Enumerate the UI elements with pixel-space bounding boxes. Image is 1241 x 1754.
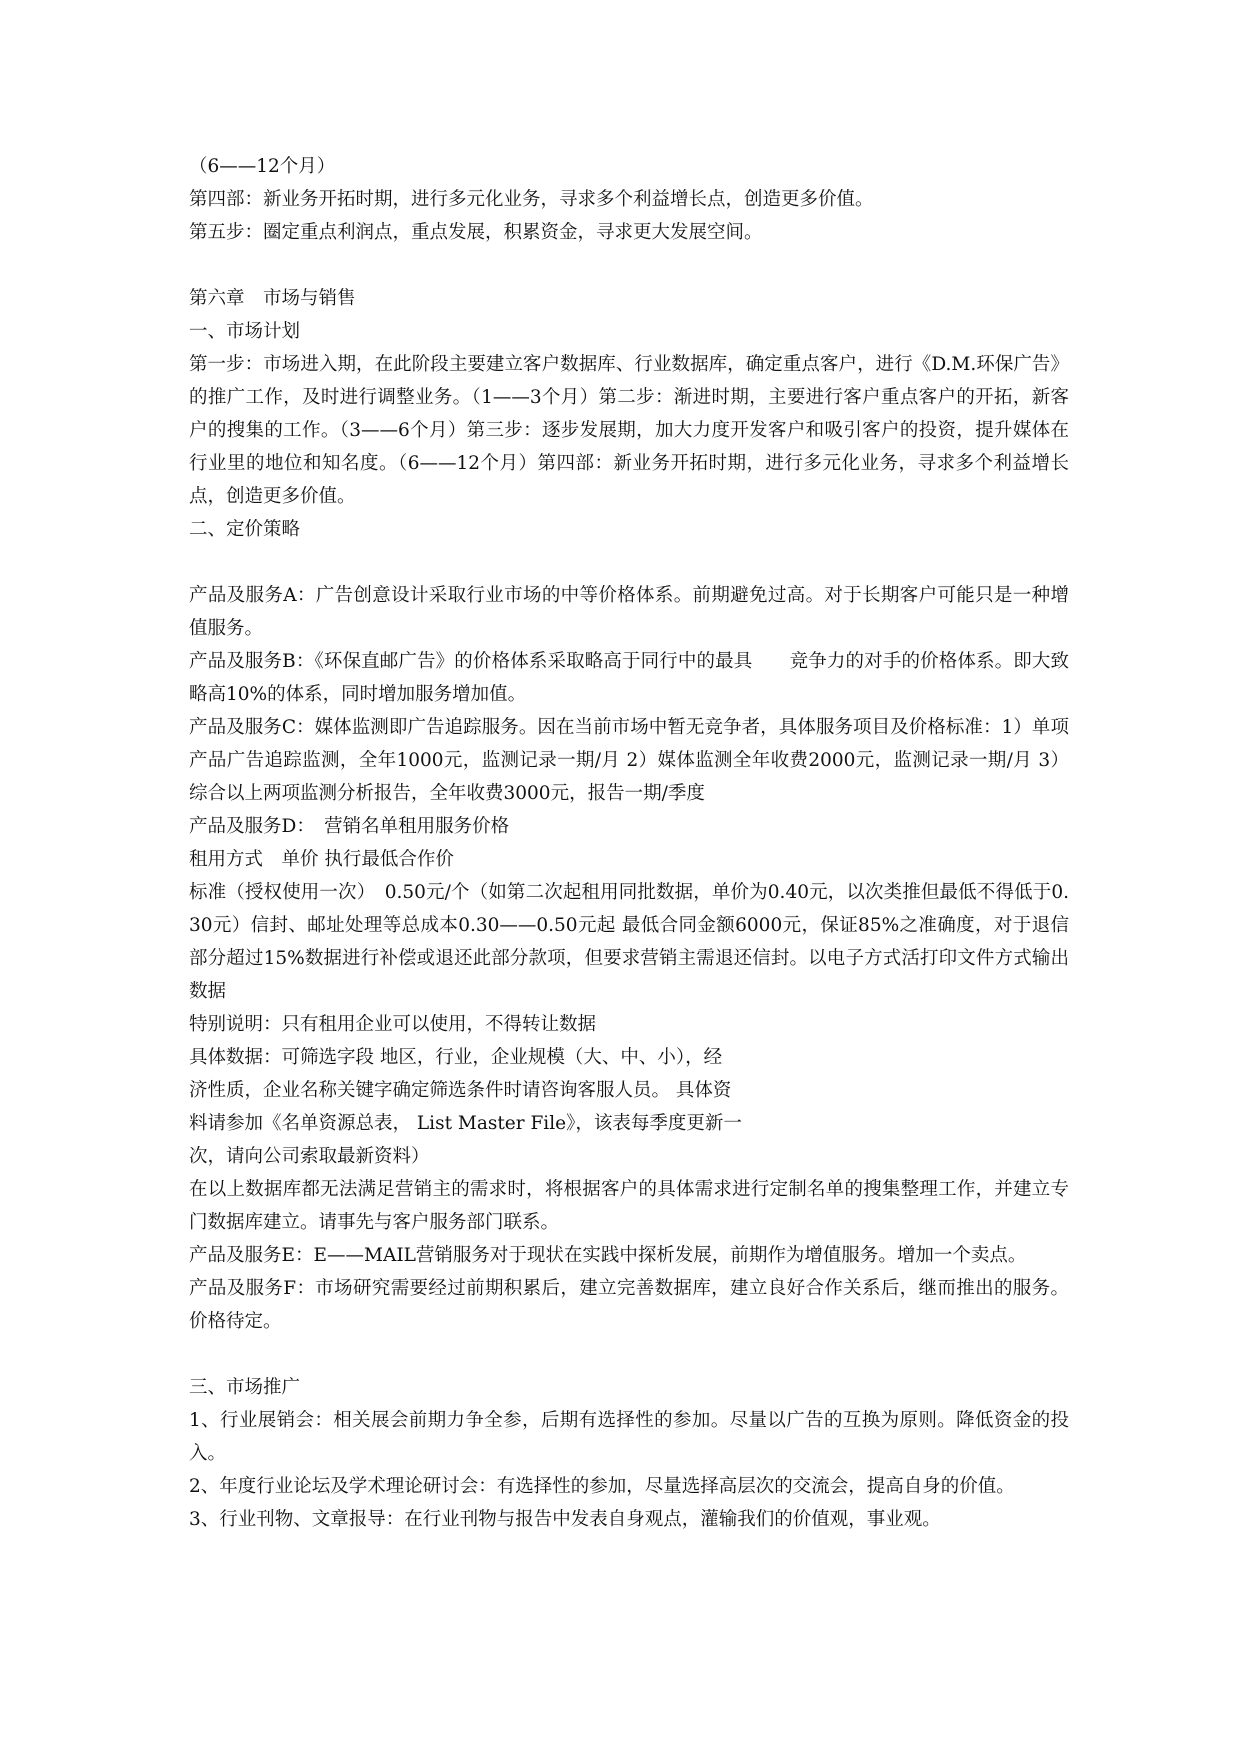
section-heading-market-plan: 一、市场计划: [189, 321, 301, 342]
paragraph-custom-list: 在以上数据库都无法满足营销主的需求时，将根据客户的具体需求进行定制名单的搜集整理工作，并建立专门数据库建立。请事先与客户服务部门联系。: [189, 1179, 1069, 1233]
chapter-heading: 第六章 市场与销售: [189, 288, 356, 309]
paragraph-rental-header: 租用方式 单价 执行最低合作价: [189, 849, 454, 870]
paragraph-promotion-3: 3、行业刊物、文章报导：在行业刊物与报告中发表自身观点，灌输我们的价值观，事业观。: [189, 1509, 941, 1530]
paragraph-promotion-2: 2、年度行业论坛及学术理论研讨会：有选择性的参加，尽量选择高层次的交流会，提高自身的价值。: [189, 1476, 1015, 1497]
paragraph-data-line-4: 次，请向公司索取最新资料）: [189, 1146, 430, 1167]
section-heading-promotion: 三、市场推广: [189, 1377, 301, 1398]
paragraph-market-plan: 第一步：市场进入期，在此阶段主要建立客户数据库、行业数据库，确定重点客户，进行《D.M.环保广告》的推广工作，及时进行调整业务。（1——3个月）第二步：渐进时期，主要进行客户重点客户的开拓，新客户的搜集的工作。（3——6个月）第三步：逐步发展期，加大力度开发客户和吸引客户的投资，提升媒体在行业里的地位和知名度。（6——12个月）第四部：新业务开拓时期，进行多元化业务，寻求多个利益增长点，创造更多价值。: [189, 354, 1069, 507]
paragraph-special-note: 特别说明：只有租用企业可以使用，不得转让数据: [189, 1014, 597, 1035]
paragraph-product-c: 产品及服务C：媒体监测即广告追踪服务。因在当前市场中暂无竞争者，具体服务项目及价格标准：1）单项产品广告追踪监测，全年1000元，监测记录一期/月 2）媒体监测全年收费2000元，监测记录一期/月 3）综合以上两项监测分析报告，全年收费3000元，报告一期/季度: [189, 717, 1069, 804]
paragraph-step-four: 第四部：新业务开拓时期，进行多元化业务，寻求多个利益增长点，创造更多价值。: [189, 189, 874, 210]
section-heading-pricing: 二、定价策略: [189, 519, 301, 540]
paragraph-duration-note: （6——12个月）: [189, 156, 336, 177]
paragraph-data-line-2: 济性质，企业名称关键字确定筛选条件时请咨询客服人员。 具体资: [189, 1080, 732, 1101]
document-body: [189, 150, 1069, 1536]
paragraph-data-line-1: 具体数据：可筛选字段 地区，行业，企业规模（大、中、小），经: [189, 1047, 723, 1068]
paragraph-step-five: 第五步：圈定重点利润点，重点发展，积累资金，寻求更大发展空间。: [189, 222, 763, 243]
blank-line: [189, 249, 1069, 282]
blank-line: [189, 546, 1069, 579]
paragraph-product-f: 产品及服务F：市场研究需要经过前期积累后，建立完善数据库，建立良好合作关系后，继而推出的服务。价格待定。: [189, 1278, 1069, 1332]
blank-line: [189, 1338, 1069, 1371]
paragraph-product-a: 产品及服务A：广告创意设计采取行业市场的中等价格体系。前期避免过高。对于长期客户可能只是一种增值服务。: [189, 585, 1069, 639]
paragraph-data-line-3: 料请参加《名单资源总表， List Master File》，该表每季度更新一: [189, 1113, 742, 1134]
paragraph-product-d: 产品及服务D： 营销名单租用服务价格: [189, 816, 510, 837]
paragraph-rental-standard: 标准（授权使用一次） 0.50元/个（如第二次起租用同批数据，单价为0.40元，以次类推但最低不得低于0.30元）信封、邮址处理等总成本0.30——0.50元起 最低合同金额6000元，保证85%之准确度，对于退信部分超过15%数据进行补偿或退还此部分款项，但要求营销主需退还信封。以电子方式活打印文件方式输出数据: [189, 882, 1069, 1002]
paragraph-product-e: 产品及服务E：E——MAIL营销服务对于现状在实践中探析发展，前期作为增值服务。增加一个卖点。: [189, 1245, 1027, 1266]
paragraph-product-b: 产品及服务B：《环保直邮广告》的价格体系采取略高于同行中的最具 竞争力的对手的价格体系。即大致略高10%的体系，同时增加服务增加值。: [189, 651, 1069, 705]
paragraph-promotion-1: 1、行业展销会：相关展会前期力争全参，后期有选择性的参加。尽量以广告的互换为原则。降低资金的投入。: [189, 1410, 1069, 1464]
